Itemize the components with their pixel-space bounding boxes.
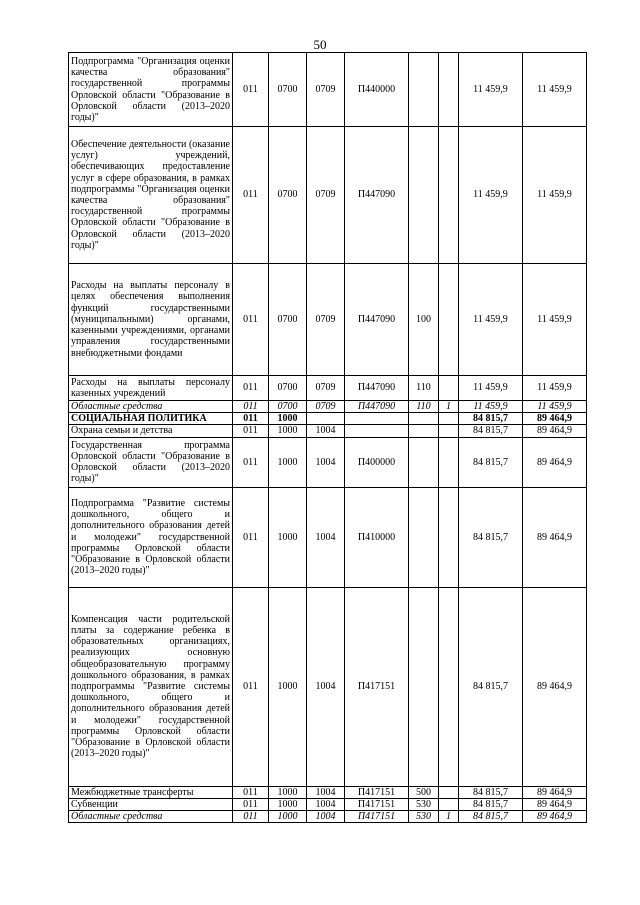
section-code-cell: 0700 bbox=[269, 53, 307, 127]
table-row bbox=[69, 127, 587, 264]
grbs-code-cell: 011 bbox=[233, 811, 269, 823]
funding-source-cell bbox=[439, 264, 459, 376]
table-body bbox=[69, 53, 587, 823]
grbs-code-cell: 011 bbox=[233, 413, 269, 425]
amount-year1-cell: 84 815,7 bbox=[459, 786, 523, 798]
funding-source-cell bbox=[439, 425, 459, 437]
row-name-cell: Подпрограмма "Организация оценки качества образования" государственной программы Орловской области "Образование в Орловской области (2013–2020 годы)" bbox=[69, 53, 233, 127]
row-name-cell: Областные средства bbox=[69, 401, 233, 413]
funding-source-cell bbox=[439, 53, 459, 127]
amount-year1-cell: 84 815,7 bbox=[459, 437, 523, 487]
target-article-cell: П410000 bbox=[345, 487, 409, 587]
table-row bbox=[69, 376, 587, 401]
expense-type-cell: 110 bbox=[409, 376, 439, 401]
amount-year1-cell: 84 815,7 bbox=[459, 425, 523, 437]
subsection-code-cell: 0709 bbox=[307, 264, 345, 376]
target-article-cell: П440000 bbox=[345, 53, 409, 127]
section-code-cell: 1000 bbox=[269, 786, 307, 798]
target-article-cell: П417151 bbox=[345, 587, 409, 786]
table-row bbox=[69, 437, 587, 487]
section-code-cell: 0700 bbox=[269, 127, 307, 264]
target-article-cell: П447090 bbox=[345, 401, 409, 413]
row-name-cell: Охрана семьи и детства bbox=[69, 425, 233, 437]
target-article-cell: П447090 bbox=[345, 376, 409, 401]
row-name-cell: Субвенции bbox=[69, 798, 233, 810]
grbs-code-cell: 011 bbox=[233, 53, 269, 127]
grbs-code-cell: 011 bbox=[233, 127, 269, 264]
expense-type-cell bbox=[409, 413, 439, 425]
subsection-code-cell: 1004 bbox=[307, 798, 345, 810]
row-name-cell: Компенсация части родительской платы за содержание ребенка в образовательных организациях, реализующих основную общеобразовательную программу дошкольного образования, в рамках подпрограммы "Развитие системы дошкольного, общего и дополнительного образования детей и молодежи" государственной программы Орловской области "Образование в Орловской области (2013–2020 годы)" bbox=[69, 587, 233, 786]
target-article-cell bbox=[345, 425, 409, 437]
funding-source-cell bbox=[439, 587, 459, 786]
amount-year2-cell: 89 464,9 bbox=[523, 786, 587, 798]
expense-type-cell: 530 bbox=[409, 811, 439, 823]
amount-year2-cell: 11 459,9 bbox=[523, 401, 587, 413]
subsection-code-cell: 0709 bbox=[307, 376, 345, 401]
row-name-cell: Государственная программа Орловской области "Образование в Орловской области (2013–2020 годы)" bbox=[69, 437, 233, 487]
expense-type-cell bbox=[409, 587, 439, 786]
section-code-cell: 1000 bbox=[269, 587, 307, 786]
grbs-code-cell: 011 bbox=[233, 264, 269, 376]
amount-year1-cell: 11 459,9 bbox=[459, 53, 523, 127]
subsection-code-cell: 1004 bbox=[307, 786, 345, 798]
subsection-code-cell: 1004 bbox=[307, 587, 345, 786]
expense-type-cell: 110 bbox=[409, 401, 439, 413]
grbs-code-cell: 011 bbox=[233, 376, 269, 401]
budget-table bbox=[68, 52, 587, 823]
expense-type-cell bbox=[409, 425, 439, 437]
amount-year1-cell: 84 815,7 bbox=[459, 487, 523, 587]
target-article-cell: П447090 bbox=[345, 127, 409, 264]
row-name-cell: Расходы на выплаты персоналу казенных учреждений bbox=[69, 376, 233, 401]
table-row bbox=[69, 425, 587, 437]
table-row bbox=[69, 811, 587, 823]
amount-year1-cell: 84 815,7 bbox=[459, 413, 523, 425]
table-row bbox=[69, 53, 587, 127]
row-name-cell: Подпрограмма "Развитие системы дошкольного, общего и дополнительного образования детей и молодежи" государственной программы Орловской области "Образование в Орловской области (2013–2020 годы)" bbox=[69, 487, 233, 587]
expense-type-cell: 500 bbox=[409, 786, 439, 798]
page-number: 50 bbox=[313, 37, 327, 52]
subsection-code-cell bbox=[307, 413, 345, 425]
target-article-cell: П400000 bbox=[345, 437, 409, 487]
expense-type-cell: 100 bbox=[409, 264, 439, 376]
amount-year1-cell: 84 815,7 bbox=[459, 798, 523, 810]
subsection-code-cell: 1004 bbox=[307, 425, 345, 437]
funding-source-cell bbox=[439, 437, 459, 487]
subsection-code-cell: 0709 bbox=[307, 401, 345, 413]
grbs-code-cell: 011 bbox=[233, 401, 269, 413]
grbs-code-cell: 011 bbox=[233, 786, 269, 798]
expense-type-cell bbox=[409, 487, 439, 587]
target-article-cell: П417151 bbox=[345, 786, 409, 798]
table-row bbox=[69, 798, 587, 810]
subsection-code-cell: 1004 bbox=[307, 811, 345, 823]
amount-year2-cell: 89 464,9 bbox=[523, 437, 587, 487]
subsection-code-cell: 1004 bbox=[307, 437, 345, 487]
target-article-cell: П447090 bbox=[345, 264, 409, 376]
amount-year1-cell: 11 459,9 bbox=[459, 401, 523, 413]
amount-year2-cell: 89 464,9 bbox=[523, 798, 587, 810]
grbs-code-cell: 011 bbox=[233, 425, 269, 437]
amount-year1-cell: 11 459,9 bbox=[459, 127, 523, 264]
amount-year2-cell: 89 464,9 bbox=[523, 587, 587, 786]
target-article-cell: П417151 bbox=[345, 811, 409, 823]
section-code-cell: 1000 bbox=[269, 798, 307, 810]
section-code-cell: 0700 bbox=[269, 401, 307, 413]
section-code-cell: 1000 bbox=[269, 811, 307, 823]
amount-year2-cell: 11 459,9 bbox=[523, 376, 587, 401]
section-code-cell: 0700 bbox=[269, 376, 307, 401]
subsection-code-cell: 0709 bbox=[307, 127, 345, 264]
table-row bbox=[69, 413, 587, 425]
table-row bbox=[69, 401, 587, 413]
section-code-cell: 1000 bbox=[269, 425, 307, 437]
funding-source-cell: 1 bbox=[439, 401, 459, 413]
grbs-code-cell: 011 bbox=[233, 487, 269, 587]
section-code-cell: 1000 bbox=[269, 413, 307, 425]
table-row bbox=[69, 487, 587, 587]
funding-source-cell bbox=[439, 127, 459, 264]
table-row bbox=[69, 786, 587, 798]
section-code-cell: 0700 bbox=[269, 264, 307, 376]
row-name-cell: Областные средства bbox=[69, 811, 233, 823]
table-row bbox=[69, 587, 587, 786]
expense-type-cell bbox=[409, 437, 439, 487]
section-code-cell: 1000 bbox=[269, 487, 307, 587]
section-code-cell: 1000 bbox=[269, 437, 307, 487]
funding-source-cell bbox=[439, 487, 459, 587]
target-article-cell: П417151 bbox=[345, 798, 409, 810]
funding-source-cell bbox=[439, 786, 459, 798]
grbs-code-cell: 011 bbox=[233, 798, 269, 810]
amount-year2-cell: 89 464,9 bbox=[523, 811, 587, 823]
table-row bbox=[69, 264, 587, 376]
expense-type-cell: 530 bbox=[409, 798, 439, 810]
row-name-cell: Межбюджетные трансферты bbox=[69, 786, 233, 798]
amount-year2-cell: 11 459,9 bbox=[523, 53, 587, 127]
amount-year2-cell: 11 459,9 bbox=[523, 127, 587, 264]
amount-year2-cell: 11 459,9 bbox=[523, 264, 587, 376]
amount-year1-cell: 84 815,7 bbox=[459, 587, 523, 786]
amount-year1-cell: 11 459,9 bbox=[459, 376, 523, 401]
funding-source-cell bbox=[439, 413, 459, 425]
funding-source-cell bbox=[439, 798, 459, 810]
amount-year1-cell: 11 459,9 bbox=[459, 264, 523, 376]
target-article-cell bbox=[345, 413, 409, 425]
amount-year2-cell: 89 464,9 bbox=[523, 425, 587, 437]
amount-year1-cell: 84 815,7 bbox=[459, 811, 523, 823]
expense-type-cell bbox=[409, 127, 439, 264]
grbs-code-cell: 011 bbox=[233, 587, 269, 786]
expense-type-cell bbox=[409, 53, 439, 127]
grbs-code-cell: 011 bbox=[233, 437, 269, 487]
funding-source-cell bbox=[439, 376, 459, 401]
row-name-cell: Обеспечение деятельности (оказание услуг) учреждений, обеспечивающих предоставление услуг в сфере образования, в рамках подпрограммы "Организация оценки качества образования" государственной программы Орловской области "Образование в Орловской области (2013–2020 годы)" bbox=[69, 127, 233, 264]
funding-source-cell: 1 bbox=[439, 811, 459, 823]
amount-year2-cell: 89 464,9 bbox=[523, 413, 587, 425]
amount-year2-cell: 89 464,9 bbox=[523, 487, 587, 587]
subsection-code-cell: 1004 bbox=[307, 487, 345, 587]
subsection-code-cell: 0709 bbox=[307, 53, 345, 127]
row-name-cell: Расходы на выплаты персоналу в целях обеспечения выполнения функций государственными (муниципальными) органами, казенными учреждениями, органами управления государственными внебюджетными фондами bbox=[69, 264, 233, 376]
row-name-cell: СОЦИАЛЬНАЯ ПОЛИТИКА bbox=[69, 413, 233, 425]
